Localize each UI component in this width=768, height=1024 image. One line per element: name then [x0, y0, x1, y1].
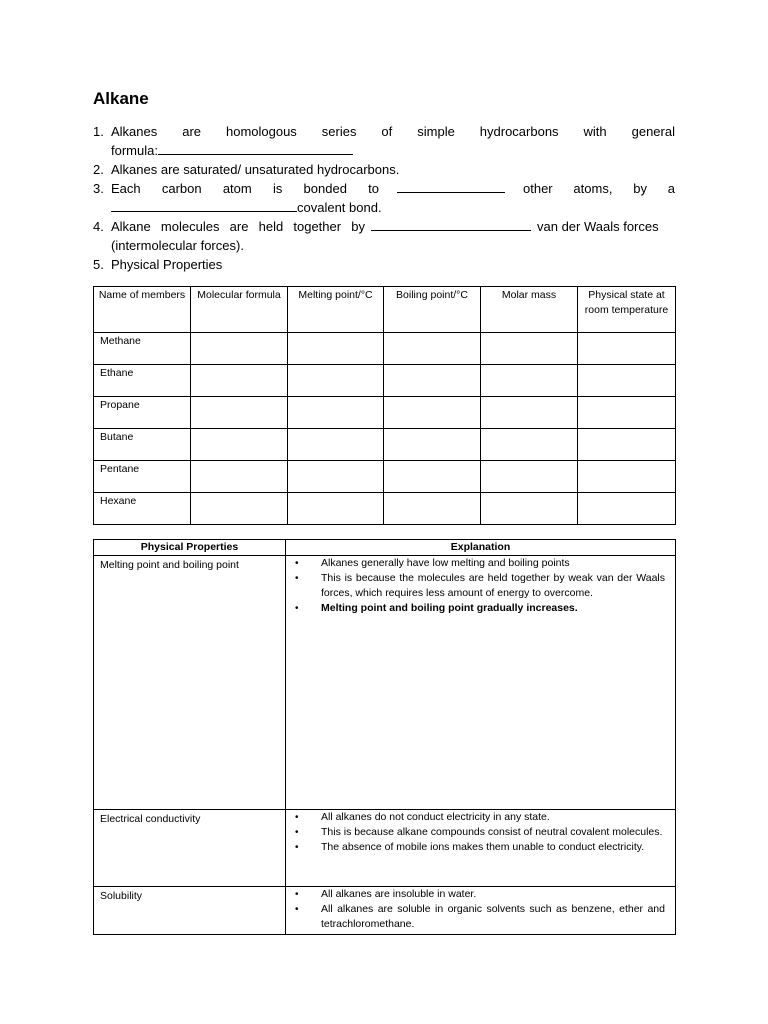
table-body: [94, 333, 676, 525]
bullet-icon: •: [295, 827, 299, 838]
bullet-item: [290, 825, 665, 840]
property-cell: Melting point and boiling point: [94, 556, 286, 810]
item-text: (intermolecular forces).: [111, 238, 244, 253]
bullet-list: [290, 810, 665, 855]
answer-cell[interactable]: [481, 461, 578, 493]
list-item: [93, 122, 675, 160]
bullet-icon: •: [295, 812, 299, 823]
list-item: [93, 217, 675, 255]
page-title: Alkane: [93, 89, 149, 108]
item-number: 2.: [93, 162, 104, 177]
column-header: Physical state at room temperature: [578, 287, 676, 333]
bullet-text: All alkanes are soluble in organic solvents such as benzene, ether and tetrachloromethane.: [321, 903, 665, 930]
answer-cell[interactable]: [384, 365, 481, 397]
answer-cell[interactable]: [481, 365, 578, 397]
answer-blank[interactable]: [397, 179, 505, 193]
bullet-icon: •: [295, 558, 299, 569]
table-row: [94, 810, 676, 887]
answer-blank[interactable]: [371, 217, 531, 231]
item-number: 3.: [93, 181, 104, 196]
bullet-text: Melting point and boiling point gradually increases.: [321, 602, 578, 614]
bullet-text: All alkanes are insoluble in water.: [321, 888, 477, 900]
bullet-list: [290, 887, 665, 932]
list-item: [93, 160, 675, 179]
column-header: Explanation: [286, 540, 676, 556]
answer-blank[interactable]: [158, 141, 353, 155]
item-text: Alkane molecules are held together by: [111, 219, 365, 234]
item-text: van der Waals forces: [537, 219, 659, 234]
bullet-text: This is because the molecules are held together by weak van der Waals forces, which requires less amount of energy to overcome.: [321, 572, 665, 599]
answer-cell[interactable]: [288, 429, 384, 461]
question-list: [93, 122, 675, 274]
answer-cell[interactable]: [384, 397, 481, 429]
item-text: Alkanes are saturated/ unsaturated hydrocarbons.: [111, 162, 400, 177]
bullet-item: [290, 887, 665, 902]
bullet-text: The absence of mobile ions makes them unable to conduct electricity.: [321, 841, 645, 853]
answer-cell[interactable]: [191, 397, 288, 429]
member-name-cell: Pentane: [94, 461, 191, 493]
table-row: [94, 333, 676, 365]
answer-cell[interactable]: [384, 461, 481, 493]
bullet-item: [290, 840, 665, 855]
column-header: Molar mass: [481, 287, 578, 333]
bullet-text: Alkanes generally have low melting and boiling points: [321, 557, 570, 569]
answer-cell[interactable]: [384, 333, 481, 365]
bullet-icon: •: [295, 904, 299, 915]
property-cell: Solubility: [94, 887, 286, 935]
answer-cell[interactable]: [288, 397, 384, 429]
answer-cell[interactable]: [481, 429, 578, 461]
answer-cell[interactable]: [191, 333, 288, 365]
member-name-cell: Methane: [94, 333, 191, 365]
bullet-item: [290, 556, 665, 571]
column-header: Melting point/°C: [288, 287, 384, 333]
table-row: [94, 397, 676, 429]
answer-blank[interactable]: [111, 198, 297, 212]
bullet-text: This is because alkane compounds consist of neutral covalent molecules.: [321, 826, 663, 838]
item-number: 1.: [93, 124, 104, 139]
answer-cell[interactable]: [578, 429, 676, 461]
answer-cell[interactable]: [191, 365, 288, 397]
answer-cell[interactable]: [384, 429, 481, 461]
table-row: [94, 556, 676, 810]
item-number: 5.: [93, 257, 104, 272]
table-header-row: [94, 287, 676, 333]
item-text: Each carbon atom is bonded to: [111, 181, 379, 196]
explanation-table: [93, 539, 676, 935]
bullet-icon: •: [295, 603, 299, 614]
table-row: [94, 365, 676, 397]
physical-properties-table: [93, 286, 676, 525]
bullet-text: All alkanes do not conduct electricity in any state.: [321, 811, 550, 823]
item-text: Alkanes are homologous series of simple hydrocarbons with general: [111, 124, 675, 139]
member-name-cell: Ethane: [94, 365, 191, 397]
table-row: [94, 493, 676, 525]
answer-cell[interactable]: [578, 333, 676, 365]
answer-cell[interactable]: [578, 493, 676, 525]
item-text: covalent bond.: [297, 200, 382, 215]
answer-cell[interactable]: [288, 461, 384, 493]
answer-cell[interactable]: [191, 493, 288, 525]
explanation-cell: [286, 556, 676, 810]
column-header: Name of members: [94, 287, 191, 333]
answer-cell[interactable]: [288, 333, 384, 365]
answer-cell[interactable]: [481, 493, 578, 525]
table-row: [94, 429, 676, 461]
table-body: [94, 556, 676, 935]
answer-cell[interactable]: [288, 493, 384, 525]
answer-cell[interactable]: [578, 365, 676, 397]
bullet-icon: •: [295, 889, 299, 900]
answer-cell[interactable]: [384, 493, 481, 525]
member-name-cell: Propane: [94, 397, 191, 429]
bullet-icon: •: [295, 573, 299, 584]
item-text: other atoms, by a: [523, 181, 675, 196]
explanation-cell: [286, 887, 676, 935]
column-header: Boiling point/°C: [384, 287, 481, 333]
table-row: [94, 461, 676, 493]
column-header: Molecular formula: [191, 287, 288, 333]
answer-cell[interactable]: [481, 397, 578, 429]
bullet-item: [290, 810, 665, 825]
list-item: [93, 179, 675, 217]
bullet-item: [290, 601, 665, 616]
list-item: [93, 255, 675, 274]
explanation-cell: [286, 810, 676, 887]
bullet-list: [290, 556, 665, 616]
answer-cell[interactable]: [578, 461, 676, 493]
bullet-icon: •: [295, 842, 299, 853]
item-number: 4.: [93, 219, 104, 234]
answer-cell[interactable]: [288, 365, 384, 397]
answer-cell[interactable]: [578, 397, 676, 429]
answer-cell[interactable]: [191, 429, 288, 461]
member-name-cell: Hexane: [94, 493, 191, 525]
bullet-item: [290, 571, 665, 601]
item-text: formula:: [111, 143, 158, 158]
member-name-cell: Butane: [94, 429, 191, 461]
table-row: [94, 887, 676, 935]
bullet-item: [290, 902, 665, 932]
answer-cell[interactable]: [191, 461, 288, 493]
property-cell: Electrical conductivity: [94, 810, 286, 887]
column-header: Physical Properties: [94, 540, 286, 556]
answer-cell[interactable]: [481, 333, 578, 365]
item-text: Physical Properties: [111, 257, 223, 272]
table-header-row: [94, 540, 676, 556]
